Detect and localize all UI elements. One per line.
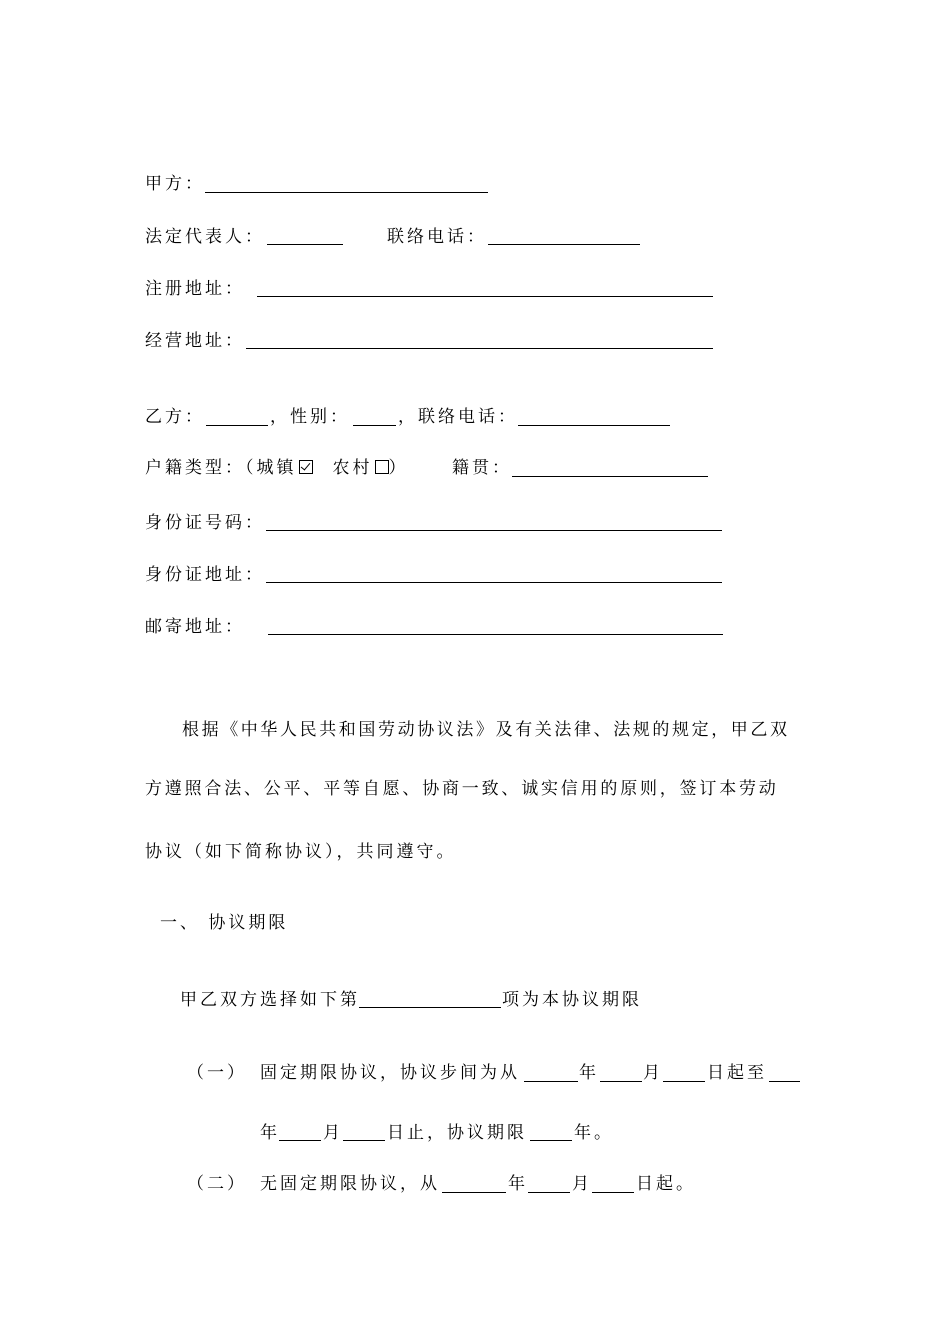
term-choice-suffix: 项为本协议期限 [502,990,642,1010]
legal-rep-label: 法定代表人： [145,227,265,247]
mailing-address-field[interactable] [268,634,723,635]
preamble-line-1: 根据《中华人民共和国劳动协议法》及有关法律、法规的规定，甲乙双 [182,720,790,740]
gender-field[interactable] [353,425,396,426]
item-1-end-year-label: 年 [260,1123,280,1143]
id-number-label: 身份证号码： [145,513,265,533]
item-1-text: 固定期限协议，协议步间为从 [260,1063,520,1083]
party-b-phone-label: ，联络电话： [398,407,518,427]
party-b-phone-field[interactable] [518,425,670,426]
business-address-label: 经营地址： [145,331,245,351]
rural-checkbox[interactable] [375,460,389,474]
item-1-start-month-field[interactable] [600,1081,642,1082]
item-1-year-label: 年 [579,1063,599,1083]
party-a-label: 甲方： [145,174,205,194]
party-a-name-field[interactable] [205,192,488,193]
id-address-field[interactable] [266,582,722,583]
party-a-phone-label: 联络电话： [387,227,487,247]
gender-label: ，性别： [270,407,350,427]
item-1-end-day-label: 日止，协议期限 [387,1123,527,1143]
item-1-start-day-field[interactable] [663,1081,705,1082]
party-a-phone-field[interactable] [488,244,640,245]
item-1-term-years-field[interactable] [530,1140,572,1141]
id-number-field[interactable] [266,530,722,531]
urban-checkbox[interactable] [299,460,313,474]
item-1-end-year-field[interactable] [769,1081,800,1082]
term-choice-text: 甲乙双方选择如下第 [180,990,360,1010]
hukou-rural-label: 农村 [332,458,373,478]
item-2-month-label: 月 [572,1174,592,1194]
term-choice-field[interactable] [359,1007,501,1008]
item-1-term-end-label: 年。 [574,1123,614,1143]
mailing-address-label: 邮寄地址： [145,617,245,637]
hukou-type-label [145,458,409,478]
item-2-year-field[interactable] [442,1192,506,1193]
business-address-field[interactable] [246,348,713,349]
item-1-end-day-field[interactable] [343,1140,385,1141]
item-2-number: （二） [187,1174,247,1194]
native-place-field[interactable] [512,476,708,477]
hukou-urban-label: 户籍类型：（城镇 [145,458,297,478]
registered-address-field[interactable] [257,296,713,297]
item-1-end-month-label: 月 [323,1123,343,1143]
item-2-text: 无固定期限协议，从 [260,1174,440,1194]
native-place-label: 籍贯： [452,458,512,478]
item-1-day-to-label: 日起至 [707,1063,767,1083]
registered-address-label: 注册地址： [145,279,245,299]
preamble-line-3: 协议（如下简称协议），共同遵守。 [145,842,457,862]
item-2-day-label: 日起。 [636,1174,696,1194]
item-1-number: （一） [187,1063,247,1083]
item-1-month-label: 月 [643,1063,663,1083]
hukou-close-paren: ） [388,458,409,478]
legal-rep-field[interactable] [267,244,343,245]
item-1-end-month-field[interactable] [279,1140,321,1141]
item-2-month-field[interactable] [528,1192,570,1193]
item-2-year-label: 年 [508,1174,528,1194]
id-address-label: 身份证地址： [145,565,265,585]
section-1-heading: 一、 协议期限 [160,913,289,933]
item-1-start-year-field[interactable] [524,1081,578,1082]
item-2-day-field[interactable] [592,1192,634,1193]
party-b-name-field[interactable] [206,425,268,426]
party-b-label: 乙方： [145,407,205,427]
preamble-line-2: 方遵照合法、公平、平等自愿、协商一致、诚实信用的原则，签订本劳动 [145,779,779,799]
